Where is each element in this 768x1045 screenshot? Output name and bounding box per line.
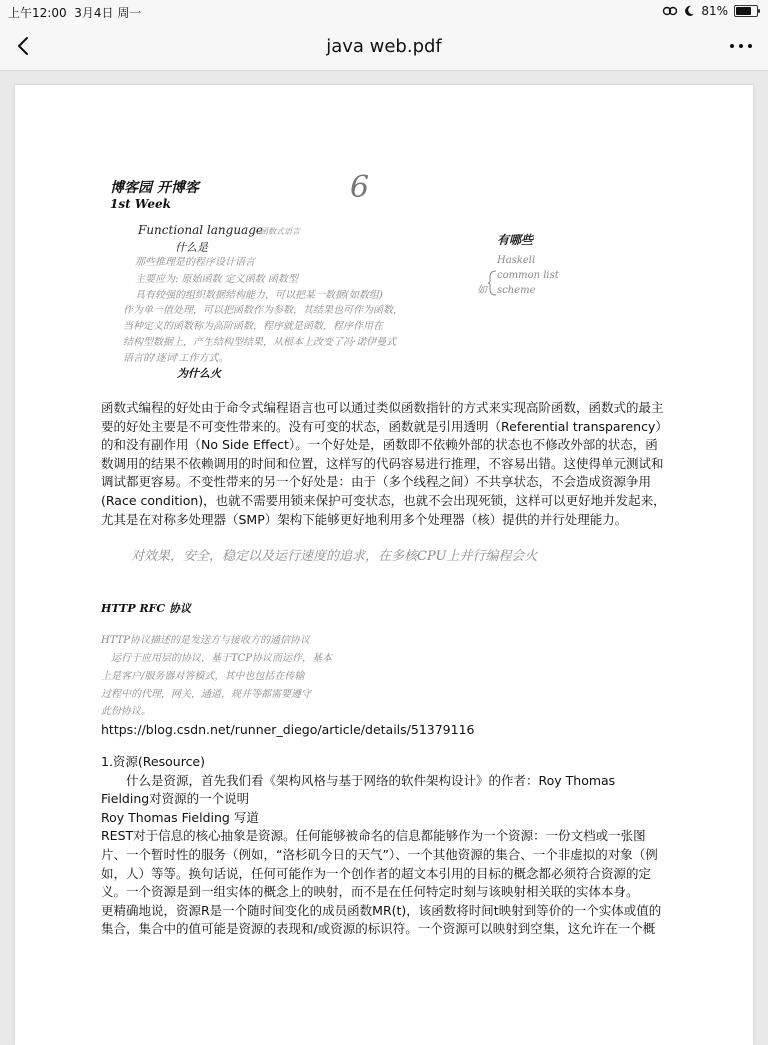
section-resource <box>101 753 667 939</box>
notes-title: 博客园 开博客 <box>110 180 199 196</box>
notes2-line: 运行于应用层的协议，基于TCP协议而运作，基本 <box>111 653 333 664</box>
notes-right-item: common list <box>497 270 559 281</box>
notes2-line: 过程中的代理，网关，通道，规并等都需要遵守 <box>101 689 311 700</box>
notes-right-item: scheme <box>497 285 536 296</box>
status-time: 上午12:00 <box>8 6 67 20</box>
notes-why: 为什么火 <box>177 367 221 380</box>
section-heading: 1.资源(Resource) <box>101 754 206 769</box>
notes-right-title: 有哪些 <box>497 233 534 247</box>
notes-topic-note: 函数式语言 <box>260 227 300 236</box>
notes2-line: HTTP协议描述的是发送方与接收方的通信协议 <box>101 635 310 646</box>
section-intro: 什么是资源，首先我们看《架构风格与基于网络的软件架构设计》的作者：Roy Thomas Fielding对资源的一个说明 <box>101 772 616 807</box>
notes-line: 主要应为: 原始函数 定义函数 函数型 <box>135 274 298 285</box>
document-title: java web.pdf <box>326 36 442 57</box>
notes-line: 当种定义的函数称为高阶函数，程序就是函数，程序作用在 <box>123 321 383 332</box>
battery-icon <box>734 5 758 17</box>
paragraph-functional-benefits <box>101 399 667 529</box>
more-dots-icon[interactable] <box>728 38 754 54</box>
notes-line: 作为单一值处理，可以把函数作为参数，其结果也可作为函数， <box>123 305 403 316</box>
section-paragraph: 更精确地说，资源R是一个随时间变化的成员函数MR(t)，该函数将时间t映射到等价的一个实体或值的集合，集合中的值可能是资源的表现和/或资源的标识符。一个资源可以映射到空集，这允许在一个概 <box>101 902 662 937</box>
notes-right-prefix: 如 <box>477 285 487 296</box>
notes-line: 语言的'逐词'工作方式。 <box>123 353 229 364</box>
link-icon <box>662 5 678 17</box>
notes2-title: HTTP RFC 协议 <box>101 602 192 615</box>
brace-icon <box>487 269 497 297</box>
pdf-page[interactable] <box>15 85 753 1045</box>
battery-level <box>736 7 751 15</box>
notes-topic: Functional language <box>138 223 263 237</box>
notes-week: 1st Week <box>110 197 171 211</box>
reference-url[interactable]: https://blog.csdn.net/runner_diego/article/details/51379116 <box>101 722 475 737</box>
notes-line: 那些推理是的程序设计语言 <box>135 257 255 268</box>
navigation-bar <box>0 24 768 71</box>
battery-percent: 81% <box>701 4 728 18</box>
notes-what-is: 什么是 <box>175 241 208 254</box>
notes-right-item: Haskell <box>497 255 536 266</box>
moon-icon <box>684 5 695 17</box>
section-author-line: Roy Thomas Fielding 写道 <box>101 809 259 825</box>
status-time-date <box>8 4 141 21</box>
page-number: 6 <box>350 170 370 205</box>
status-date: 3月4日 周一 <box>74 6 142 20</box>
status-indicators <box>662 4 758 18</box>
notes-summary-line: 对效果，安全，稳定以及运行速度的追求，在多核CPU上并行编程会火 <box>131 549 538 564</box>
paragraph-text: 函数式编程的好处由于命令式编程语言也可以通过类似函数指针的方式来实现高阶函数，函数式的最主要的好处主要是不可变性带来的。没有可变的状态，函数就是引用透明（Referential transparency）的和没有副作用（No Side Effect）。一个好处是，函数即不依赖外部的状态也不修改外部的状态，函数调用的结果不依赖调用的时间和位置，这样写的代码容易进行推理，不容易出错。这使得单元测试和调试都更容易。不变性带来的另一个好处是：由于（多个线程之间）不共享状态，不会造成资源争用(Race condition)，也就不需要用锁来保护可变状态，也就不会出现死锁，这样可以更好地并发起来，尤其是在对称多处理器（SMP）架构下能够更好地利用多个处理器（核）提供的并行处理能力。 <box>101 400 666 527</box>
section-paragraph: REST对于信息的核心抽象是资源。任何能够被命名的信息都能够作为一个资源：一份文档或一张图片、一个暂时性的服务（例如，“洛杉矶今日的天气”）、一个其他资源的集合、一个非虚拟的对象（例如，人）等等。换句话说，任何可能作为一个创作者的超文本引用的目标的概念都必须符合资源的定义。一个资源是到一组实体的概念上的映射，而不是在任何特定时刻与该映射相关联的实体本身。 <box>101 828 658 900</box>
notes-line: 具有较强的组织数据结构能力，可以把某一数据(如数组) <box>135 290 383 301</box>
notes-line: 结构型数据上，产生结构型结果，从根本上改变了冯·诺伊曼式 <box>123 337 397 348</box>
notes2-line: 此份协议。 <box>101 706 151 717</box>
status-bar <box>0 0 768 24</box>
notes2-line: 上是客户/服务器对答模式，其中也包括在传输 <box>101 671 305 682</box>
